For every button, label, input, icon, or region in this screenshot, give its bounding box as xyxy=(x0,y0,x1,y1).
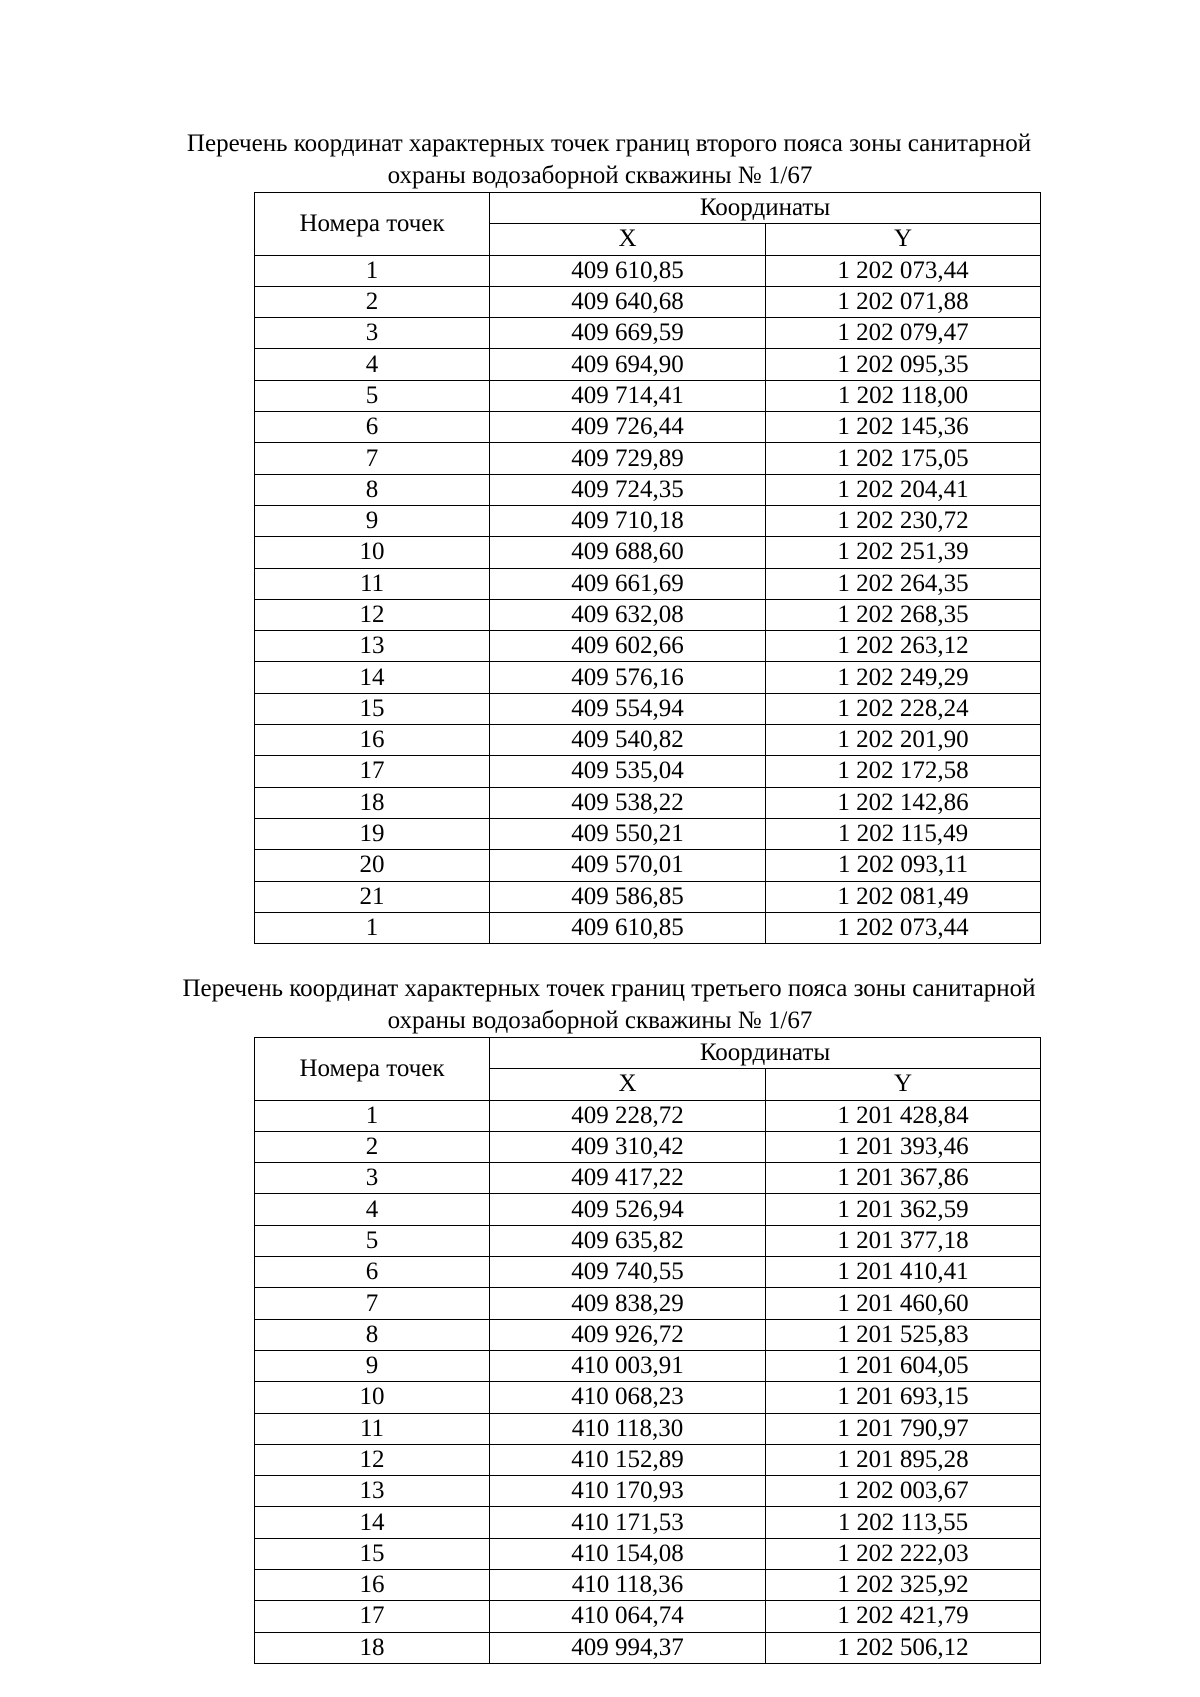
cell-x: 410 170,93 xyxy=(490,1476,766,1507)
cell-y: 1 202 145,36 xyxy=(766,412,1041,443)
table-row xyxy=(255,1225,1041,1256)
cell-point-number: 12 xyxy=(255,599,490,630)
cell-x: 409 688,60 xyxy=(490,537,766,568)
cell-y: 1 202 093,11 xyxy=(766,850,1041,881)
cell-x: 409 535,04 xyxy=(490,756,766,787)
cell-y: 1 202 251,39 xyxy=(766,537,1041,568)
cell-point-number: 6 xyxy=(255,1257,490,1288)
caption-line-1: Перечень координат характерных точек границ второго пояса зоны санитарной xyxy=(186,130,1032,157)
cell-x: 409 570,01 xyxy=(490,850,766,881)
cell-x: 409 540,82 xyxy=(490,725,766,756)
cell-x: 409 602,66 xyxy=(490,631,766,662)
cell-y: 1 202 268,35 xyxy=(766,599,1041,630)
cell-y: 1 202 113,55 xyxy=(766,1507,1041,1538)
cell-y: 1 201 604,05 xyxy=(766,1350,1041,1381)
cell-x: 409 661,69 xyxy=(490,568,766,599)
cell-x: 410 118,36 xyxy=(490,1570,766,1601)
cell-y: 1 201 377,18 xyxy=(766,1225,1041,1256)
cell-x: 409 610,85 xyxy=(490,255,766,286)
cell-x: 409 586,85 xyxy=(490,881,766,912)
cell-point-number: 9 xyxy=(255,505,490,536)
header-x: X xyxy=(490,1069,766,1100)
table-row xyxy=(255,1350,1041,1381)
cell-y: 1 202 230,72 xyxy=(766,505,1041,536)
table-row xyxy=(255,631,1041,662)
cell-y: 1 202 506,12 xyxy=(766,1632,1041,1663)
table-row xyxy=(255,474,1041,505)
table-row xyxy=(255,537,1041,568)
cell-x: 409 740,55 xyxy=(490,1257,766,1288)
cell-point-number: 13 xyxy=(255,1476,490,1507)
cell-y: 1 201 460,60 xyxy=(766,1288,1041,1319)
cell-x: 409 694,90 xyxy=(490,349,766,380)
cell-x: 410 152,89 xyxy=(490,1444,766,1475)
table-row xyxy=(255,1163,1041,1194)
cell-y: 1 202 073,44 xyxy=(766,255,1041,286)
cell-point-number: 1 xyxy=(255,912,490,943)
caption-line-2: охраны водозаборной скважины № 1/67 xyxy=(387,162,813,189)
cell-y: 1 202 071,88 xyxy=(766,286,1041,317)
cell-point-number: 15 xyxy=(255,1538,490,1569)
cell-point-number: 19 xyxy=(255,818,490,849)
cell-y: 1 202 175,05 xyxy=(766,443,1041,474)
cell-y: 1 202 079,47 xyxy=(766,318,1041,349)
cell-point-number: 11 xyxy=(255,568,490,599)
cell-y: 1 202 325,92 xyxy=(766,1570,1041,1601)
table-row xyxy=(255,850,1041,881)
cell-x: 409 228,72 xyxy=(490,1100,766,1131)
cell-point-number: 7 xyxy=(255,1288,490,1319)
table-row xyxy=(255,412,1041,443)
table-row xyxy=(255,1194,1041,1225)
cell-x: 409 994,37 xyxy=(490,1632,766,1663)
table-row xyxy=(255,756,1041,787)
table-row xyxy=(255,1319,1041,1350)
table-row xyxy=(255,1100,1041,1131)
table-row xyxy=(255,1382,1041,1413)
cell-point-number: 20 xyxy=(255,850,490,881)
table-row xyxy=(255,255,1041,286)
coordinates-table xyxy=(254,192,1041,944)
cell-point-number: 17 xyxy=(255,1601,490,1632)
table-row xyxy=(255,1288,1041,1319)
table-row xyxy=(255,318,1041,349)
cell-x: 410 118,30 xyxy=(490,1413,766,1444)
cell-point-number: 2 xyxy=(255,1131,490,1162)
section-third-belt xyxy=(0,973,1200,1661)
header-x: X xyxy=(490,224,766,255)
cell-x: 410 154,08 xyxy=(490,1538,766,1569)
cell-point-number: 11 xyxy=(255,1413,490,1444)
table-row xyxy=(255,568,1041,599)
table-row xyxy=(255,1476,1041,1507)
cell-point-number: 15 xyxy=(255,693,490,724)
cell-point-number: 16 xyxy=(255,1570,490,1601)
caption-line-1: Перечень координат характерных точек границ третьего пояса зоны санитарной xyxy=(182,975,1036,1002)
cell-x: 409 729,89 xyxy=(490,443,766,474)
cell-point-number: 2 xyxy=(255,286,490,317)
cell-y: 1 202 228,24 xyxy=(766,693,1041,724)
cell-point-number: 21 xyxy=(255,881,490,912)
table-row xyxy=(255,693,1041,724)
cell-y: 1 202 172,58 xyxy=(766,756,1041,787)
cell-y: 1 202 222,03 xyxy=(766,1538,1041,1569)
cell-y: 1 202 118,00 xyxy=(766,380,1041,411)
cell-y: 1 202 095,35 xyxy=(766,349,1041,380)
cell-x: 409 635,82 xyxy=(490,1225,766,1256)
header-y: Y xyxy=(766,1069,1041,1100)
cell-point-number: 12 xyxy=(255,1444,490,1475)
cell-y: 1 201 367,86 xyxy=(766,1163,1041,1194)
table-row xyxy=(255,380,1041,411)
cell-x: 410 171,53 xyxy=(490,1507,766,1538)
cell-x: 409 632,08 xyxy=(490,599,766,630)
cell-point-number: 3 xyxy=(255,318,490,349)
table-row xyxy=(255,599,1041,630)
cell-point-number: 9 xyxy=(255,1350,490,1381)
header-coordinates: Координаты xyxy=(490,193,1041,224)
table-caption xyxy=(0,973,1200,1037)
cell-point-number: 13 xyxy=(255,631,490,662)
cell-y: 1 202 421,79 xyxy=(766,1601,1041,1632)
cell-point-number: 4 xyxy=(255,349,490,380)
cell-x: 409 710,18 xyxy=(490,505,766,536)
cell-point-number: 18 xyxy=(255,787,490,818)
cell-point-number: 17 xyxy=(255,756,490,787)
cell-point-number: 14 xyxy=(255,1507,490,1538)
cell-y: 1 202 264,35 xyxy=(766,568,1041,599)
header-y: Y xyxy=(766,224,1041,255)
table-row xyxy=(255,1570,1041,1601)
coordinates-table xyxy=(254,1037,1041,1664)
cell-point-number: 1 xyxy=(255,255,490,286)
cell-y: 1 201 428,84 xyxy=(766,1100,1041,1131)
cell-y: 1 201 410,41 xyxy=(766,1257,1041,1288)
cell-x: 409 610,85 xyxy=(490,912,766,943)
table-row xyxy=(255,286,1041,317)
cell-x: 409 714,41 xyxy=(490,380,766,411)
cell-x: 409 926,72 xyxy=(490,1319,766,1350)
cell-point-number: 14 xyxy=(255,662,490,693)
cell-y: 1 201 393,46 xyxy=(766,1131,1041,1162)
cell-point-number: 8 xyxy=(255,1319,490,1350)
cell-x: 409 838,29 xyxy=(490,1288,766,1319)
cell-point-number: 4 xyxy=(255,1194,490,1225)
cell-y: 1 201 362,59 xyxy=(766,1194,1041,1225)
section-second-belt xyxy=(0,128,1200,941)
table-body xyxy=(255,255,1041,944)
table-row xyxy=(255,725,1041,756)
header-point-numbers: Номера точек xyxy=(255,193,490,256)
cell-x: 409 726,44 xyxy=(490,412,766,443)
cell-x: 409 550,21 xyxy=(490,818,766,849)
table-row xyxy=(255,505,1041,536)
header-point-numbers: Номера точек xyxy=(255,1038,490,1101)
table-row xyxy=(255,912,1041,943)
cell-y: 1 202 201,90 xyxy=(766,725,1041,756)
table-row xyxy=(255,1131,1041,1162)
header-coordinates: Координаты xyxy=(490,1038,1041,1069)
table-row xyxy=(255,1538,1041,1569)
cell-point-number: 8 xyxy=(255,474,490,505)
cell-x: 409 669,59 xyxy=(490,318,766,349)
cell-y: 1 202 263,12 xyxy=(766,631,1041,662)
cell-x: 409 576,16 xyxy=(490,662,766,693)
cell-x: 409 640,68 xyxy=(490,286,766,317)
cell-point-number: 18 xyxy=(255,1632,490,1663)
cell-y: 1 202 003,67 xyxy=(766,1476,1041,1507)
cell-x: 409 724,35 xyxy=(490,474,766,505)
table-row xyxy=(255,349,1041,380)
cell-y: 1 202 249,29 xyxy=(766,662,1041,693)
table-row xyxy=(255,787,1041,818)
cell-x: 409 310,42 xyxy=(490,1131,766,1162)
cell-point-number: 16 xyxy=(255,725,490,756)
cell-y: 1 201 895,28 xyxy=(766,1444,1041,1475)
cell-point-number: 6 xyxy=(255,412,490,443)
table-body xyxy=(255,1100,1041,1663)
table-row xyxy=(255,662,1041,693)
cell-x: 409 526,94 xyxy=(490,1194,766,1225)
caption-line-2: охраны водозаборной скважины № 1/67 xyxy=(387,1007,813,1034)
table-row xyxy=(255,881,1041,912)
table-row xyxy=(255,818,1041,849)
cell-point-number: 1 xyxy=(255,1100,490,1131)
cell-y: 1 202 073,44 xyxy=(766,912,1041,943)
table-row xyxy=(255,443,1041,474)
cell-y: 1 201 790,97 xyxy=(766,1413,1041,1444)
cell-point-number: 3 xyxy=(255,1163,490,1194)
cell-point-number: 10 xyxy=(255,537,490,568)
cell-x: 409 538,22 xyxy=(490,787,766,818)
table-row xyxy=(255,1601,1041,1632)
cell-point-number: 5 xyxy=(255,380,490,411)
cell-y: 1 202 142,86 xyxy=(766,787,1041,818)
cell-point-number: 5 xyxy=(255,1225,490,1256)
cell-y: 1 202 115,49 xyxy=(766,818,1041,849)
table-row xyxy=(255,1413,1041,1444)
cell-y: 1 201 525,83 xyxy=(766,1319,1041,1350)
cell-point-number: 10 xyxy=(255,1382,490,1413)
cell-y: 1 202 204,41 xyxy=(766,474,1041,505)
table-row xyxy=(255,1257,1041,1288)
table-caption xyxy=(0,128,1200,192)
cell-point-number: 7 xyxy=(255,443,490,474)
table-row xyxy=(255,1507,1041,1538)
cell-x: 409 554,94 xyxy=(490,693,766,724)
cell-x: 409 417,22 xyxy=(490,1163,766,1194)
table-row xyxy=(255,1444,1041,1475)
cell-x: 410 064,74 xyxy=(490,1601,766,1632)
cell-y: 1 201 693,15 xyxy=(766,1382,1041,1413)
cell-y: 1 202 081,49 xyxy=(766,881,1041,912)
table-row xyxy=(255,1632,1041,1663)
cell-x: 410 068,23 xyxy=(490,1382,766,1413)
cell-x: 410 003,91 xyxy=(490,1350,766,1381)
